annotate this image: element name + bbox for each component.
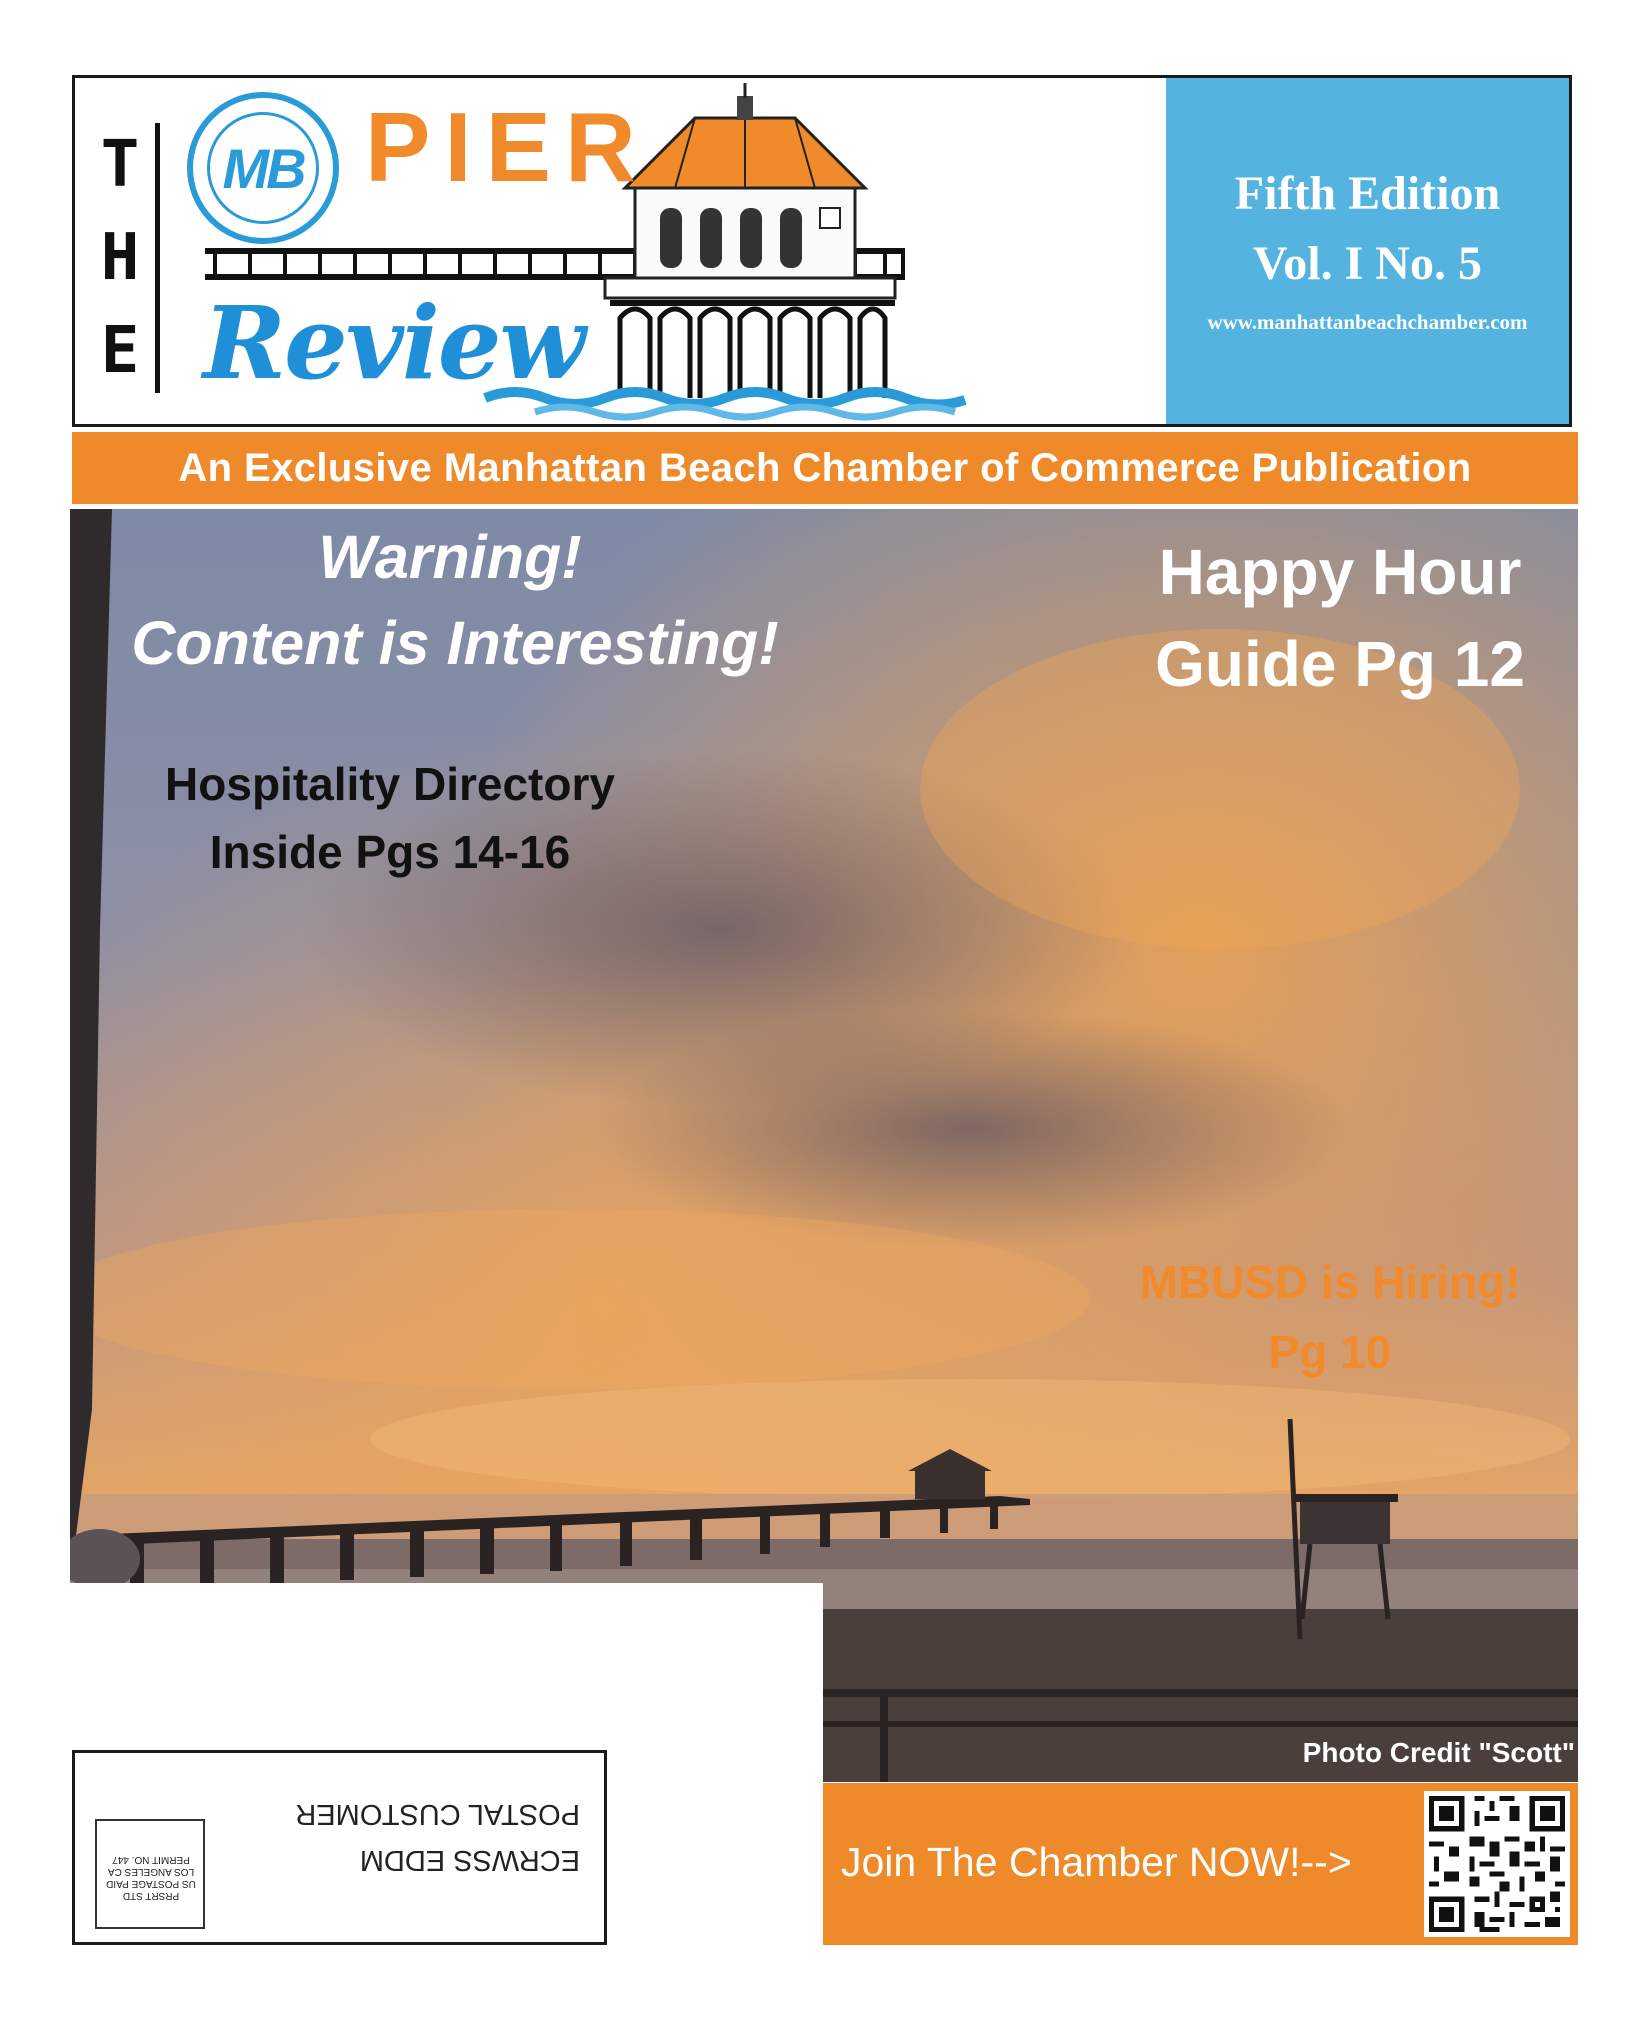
qr-code-icon[interactable]	[1424, 1791, 1570, 1937]
hiring-headline-line-2: Pg 10	[1268, 1326, 1392, 1378]
join-chamber-banner[interactable]	[823, 1783, 1578, 1945]
mailing-address	[250, 1791, 580, 1883]
happy-hour-headline-line-2: Guide Pg 12	[1155, 628, 1525, 700]
title-review: Review	[203, 284, 584, 402]
title-pier: PIER	[365, 92, 650, 202]
permit-line-4: PERMIT NO. 447	[112, 1854, 190, 1865]
join-chamber-text[interactable]: Join The Chamber NOW!-->	[841, 1839, 1352, 1885]
the-letter-h: H	[100, 220, 140, 295]
edition-box	[1166, 78, 1569, 424]
happy-hour-headline-line-1: Happy Hour	[1158, 536, 1522, 608]
mailing-line-2: POSTAL CUSTOMER	[295, 1798, 580, 1830]
warning-headline-line-1: Warning!	[318, 523, 582, 591]
website-link[interactable]: www.manhattanbeachchamber.com	[1207, 310, 1528, 334]
hospitality-headline-line-2: Inside Pgs 14-16	[209, 826, 571, 878]
masthead	[72, 75, 1572, 427]
warning-headline-line-2: Content is Interesting!	[131, 609, 779, 677]
permit-line-1: PRSRT STD	[122, 1890, 180, 1901]
photo-credit: Photo Credit "Scott"	[1302, 1737, 1575, 1768]
the-vertical-word	[97, 118, 143, 398]
hiring-headline-line-1: MBUSD is Hiring!	[1139, 1256, 1521, 1308]
the-letter-e: E	[100, 314, 140, 389]
the-letter-t: T	[100, 127, 140, 202]
chamber-logo-seal	[187, 92, 339, 244]
hospitality-headline-line-1: Hospitality Directory	[165, 758, 615, 810]
mailing-label	[72, 1750, 607, 1945]
edition-volume: Vol. I No. 5	[1253, 237, 1482, 290]
permit-line-2: US POSTAGE PAID	[106, 1878, 196, 1889]
postage-permit-box	[95, 1819, 205, 1929]
mailing-line-1: ECRWSS EDDM	[359, 1844, 580, 1876]
permit-line-3: LOS ANGELES CA	[107, 1866, 195, 1877]
tagline-bar: An Exclusive Manhattan Beach Chamber of Commerce Publication	[72, 432, 1578, 504]
chamber-logo-text: MB	[222, 136, 304, 200]
edition-title: Fifth Edition	[1234, 167, 1501, 220]
